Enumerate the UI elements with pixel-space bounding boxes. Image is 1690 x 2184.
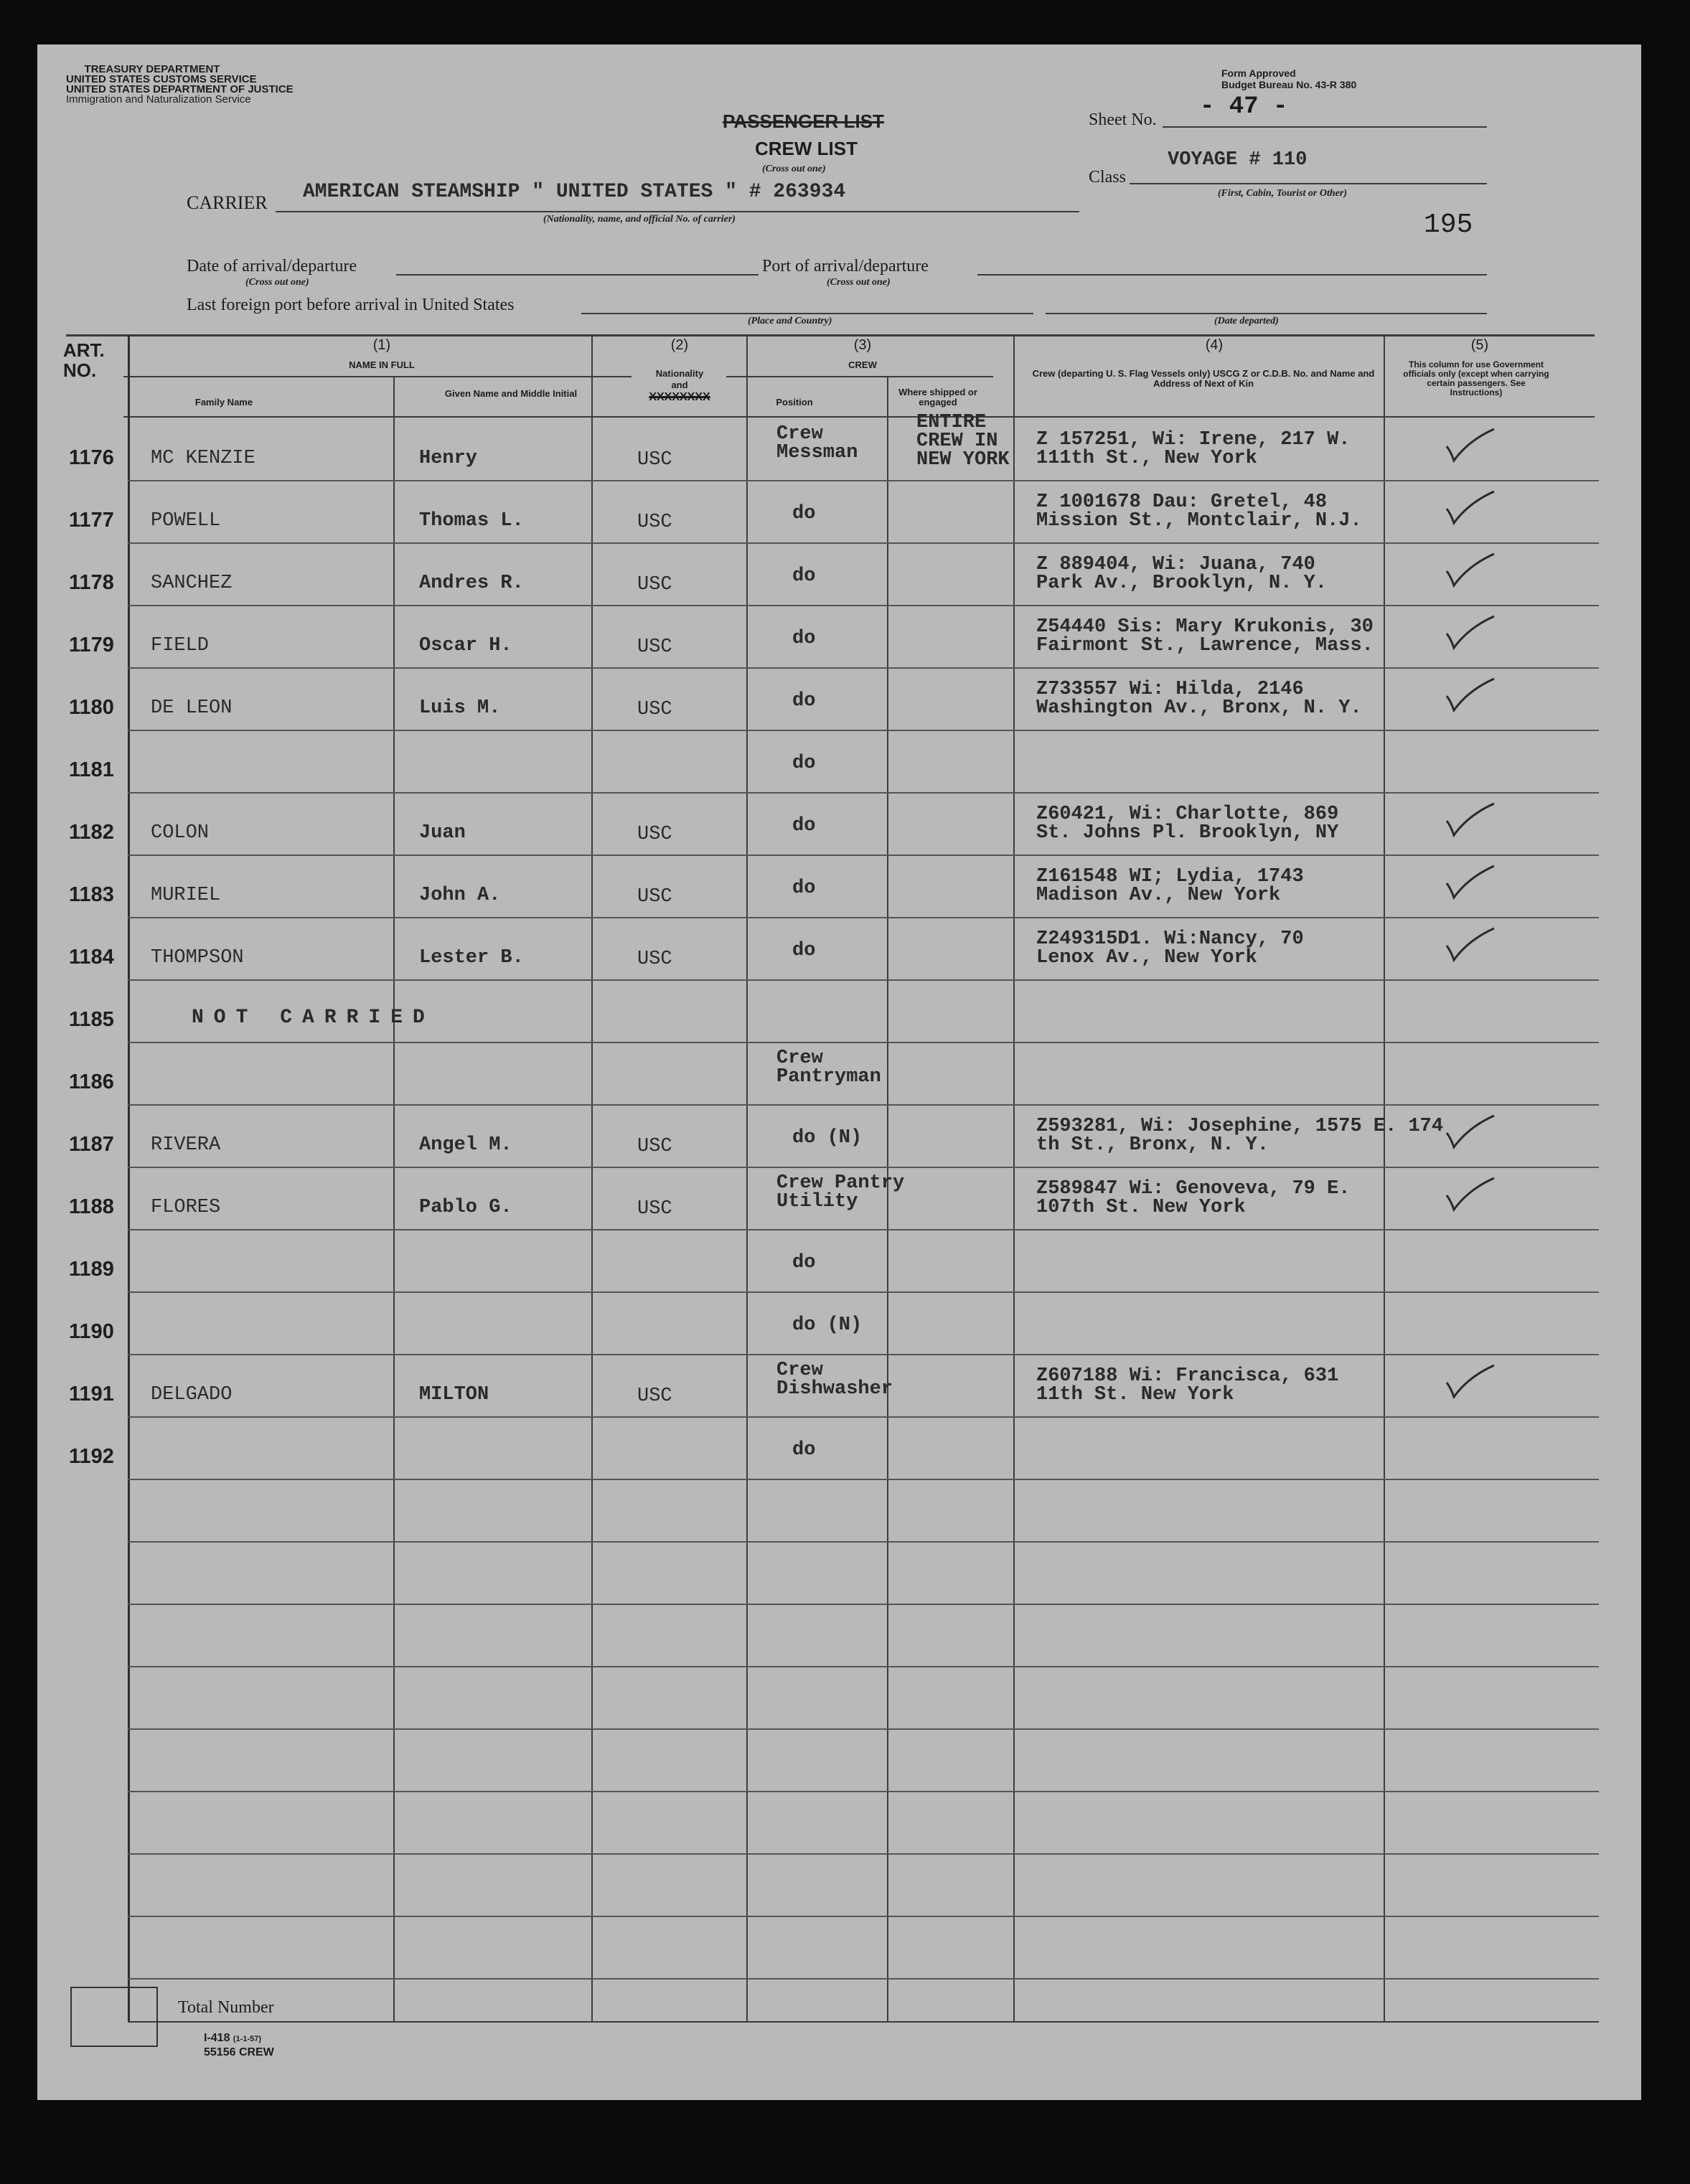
col5-num: (5) — [1470, 337, 1489, 353]
position-header: Position — [776, 397, 813, 408]
next-of-kin-line1: Z60421, Wi: Charlotte, 869 — [1036, 804, 1339, 825]
col1-num: (1) — [372, 337, 391, 353]
position-line1: Crew — [776, 423, 823, 445]
art-no: 1176 — [69, 446, 114, 469]
crew-header: CREW — [848, 359, 877, 370]
port-caption: (Cross out one) — [827, 277, 891, 288]
col1-title: NAME IN FULL — [349, 359, 415, 370]
next-of-kin-line1: Z607188 Wi: Francisca, 631 — [1036, 1365, 1339, 1387]
page-number: 195 — [1424, 210, 1473, 240]
nationality-header: Nationality — [655, 368, 704, 379]
agency-line: UNITED STATES DEPARTMENT OF JUSTICE — [66, 83, 294, 95]
art-no: 1178 — [69, 571, 114, 594]
next-of-kin-line1: Z161548 WI; Lydia, 1743 — [1036, 866, 1304, 888]
given-name: Luis M. — [419, 697, 501, 719]
next-of-kin-line1: Z 157251, Wi: Irene, 217 W. — [1036, 429, 1351, 451]
checkmark-icon — [1444, 863, 1497, 902]
family-name: MC KENZIE — [151, 448, 255, 469]
nationality: USC — [637, 449, 672, 471]
nationality: USC — [637, 886, 672, 908]
not-carried: NOT CARRIED — [192, 1007, 435, 1029]
date-label: Date of arrival/departure — [187, 257, 357, 276]
next-of-kin-line1: Z589847 Wi: Genoveva, 79 E. — [1036, 1178, 1351, 1200]
carrier-caption: (Nationality, name, and official No. of carrier) — [543, 214, 736, 225]
position: do — [792, 940, 816, 961]
next-of-kin-line2: Park Av., Brooklyn, N. Y. — [1036, 573, 1328, 594]
next-of-kin-line1: Z 1001678 Dau: Gretel, 48 — [1036, 491, 1328, 513]
table-row — [37, 917, 1641, 979]
art-no: 1179 — [69, 634, 114, 656]
next-of-kin-line2: St. Johns Pl. Brooklyn, NY — [1036, 822, 1339, 844]
art-no: 1188 — [69, 1195, 114, 1218]
nationality: USC — [637, 574, 672, 596]
col4-header — [1020, 369, 1386, 389]
row-rule — [128, 1666, 1599, 1667]
given-name: Thomas L. — [419, 510, 524, 532]
nationality: USC — [637, 1198, 672, 1220]
family-name: FIELD — [151, 635, 210, 656]
total-label: Total Number — [178, 1998, 274, 2017]
form-date: (1-1-57) — [233, 2035, 262, 2043]
row-rule — [128, 1791, 1599, 1792]
where-shipped-1: ENTIRE — [916, 412, 987, 433]
date-departed-caption: (Date departed) — [1214, 316, 1279, 326]
nationality: USC — [637, 824, 672, 845]
table-row — [37, 542, 1641, 605]
row-rule — [128, 1479, 1599, 1480]
nationality: USC — [637, 699, 672, 720]
family-name: DELGADO — [151, 1384, 233, 1406]
table-row — [37, 792, 1641, 855]
position: do — [792, 1439, 816, 1461]
row-rule — [128, 1853, 1599, 1855]
row-rule — [128, 1728, 1599, 1730]
given-name: Lester B. — [419, 947, 524, 969]
table-row — [37, 1291, 1641, 1354]
table-row — [37, 855, 1641, 917]
place-caption: (Place and Country) — [748, 316, 832, 326]
family-name: MURIEL — [151, 885, 221, 906]
next-of-kin-line1: Z 889404, Wi: Juana, 740 — [1036, 554, 1315, 575]
given-name: Andres R. — [419, 573, 524, 594]
table-row — [37, 1042, 1641, 1104]
table-row — [37, 1229, 1641, 1291]
table-row — [37, 1354, 1641, 1416]
position-line2: Dishwasher — [776, 1378, 893, 1400]
family-name: POWELL — [151, 510, 221, 532]
form-code: 55156 CREW — [204, 2046, 274, 2058]
class-value: VOYAGE # 110 — [1168, 149, 1308, 171]
position-line2: Pantryman — [776, 1066, 881, 1088]
crew-list-title: CREW LIST — [755, 138, 858, 159]
checkmark-icon — [1444, 676, 1497, 715]
nationality: USC — [637, 1136, 672, 1157]
and-header: and — [671, 380, 688, 390]
family-name: FLORES — [151, 1197, 221, 1218]
table-row — [37, 1416, 1641, 1479]
next-of-kin-line1: Z733557 Wi: Hilda, 2146 — [1036, 679, 1304, 700]
carrier-value: AMERICAN STEAMSHIP " UNITED STATES " # 263934 — [303, 181, 846, 203]
art-no: 1192 — [69, 1445, 114, 1468]
last-port-label: Last foreign port before arrival in United States — [187, 296, 515, 314]
next-of-kin-line2: Mission St., Montclair, N.J. — [1036, 510, 1362, 532]
agency-line: UNITED STATES CUSTOMS SERVICE — [66, 73, 257, 85]
date-caption: (Cross out one) — [245, 277, 309, 288]
checkmark-icon — [1444, 551, 1497, 590]
table-row — [37, 979, 1641, 1042]
position-line2: Messman — [776, 442, 858, 463]
art-no: 1187 — [69, 1133, 114, 1156]
col2-num: (2) — [670, 337, 689, 353]
position: do (N) — [792, 1127, 863, 1149]
col4-title: Crew (departing U. S. Flag Vessels only) USCG Z or C.D.B. No. and Name and Address of Next of Kin — [1032, 368, 1375, 389]
table-row — [37, 1167, 1641, 1229]
next-of-kin-line2: Lenox Av., New York — [1036, 947, 1257, 969]
family-name: SANCHEZ — [151, 573, 233, 594]
col5-title: This column for use Government officials only (except when carrying certain passengers. See Instructions) — [1403, 359, 1549, 397]
position-line2: Utility — [776, 1191, 858, 1213]
table-row — [37, 667, 1641, 730]
family-name: COLON — [151, 822, 210, 844]
next-of-kin-line2: th St., Bronx, N. Y. — [1036, 1134, 1269, 1156]
position: do — [792, 690, 816, 712]
art-no: 1180 — [69, 696, 114, 719]
where-shipped-3: NEW YORK — [916, 449, 1010, 471]
family-name: DE LEON — [151, 697, 233, 719]
art-no: 1184 — [69, 946, 114, 969]
cross-out-caption: (Cross out one) — [762, 164, 826, 174]
given-name: Oscar H. — [419, 635, 512, 656]
form-number — [204, 2032, 261, 2045]
given-name-label: Given Name and Middle Initial — [444, 388, 578, 399]
given-name: MILTON — [419, 1384, 489, 1406]
struck-header: XXXXXXXX — [649, 391, 710, 403]
given-name: Henry — [419, 448, 478, 469]
passenger-list-struck: PASSENGER LIST — [723, 110, 884, 132]
next-of-kin-line1: Z249315D1. Wi:Nancy, 70 — [1036, 928, 1304, 950]
table-row — [37, 412, 1641, 480]
carrier-label: CARRIER — [187, 192, 268, 213]
next-of-kin-line1: Z54440 Sis: Mary Krukonis, 30 — [1036, 616, 1374, 638]
agency-line: TREASURY DEPARTMENT — [84, 63, 220, 75]
position-line1: Crew Pantry — [776, 1172, 905, 1194]
position: do — [792, 753, 816, 774]
table-row — [37, 605, 1641, 667]
position-line1: Crew — [776, 1048, 823, 1069]
next-of-kin-line2: Fairmont St., Lawrence, Mass. — [1036, 635, 1374, 656]
next-of-kin-line2: 111th St., New York — [1036, 448, 1257, 469]
family-name: THOMPSON — [151, 947, 244, 969]
where-shipped-2: CREW IN — [916, 430, 998, 452]
given-name: Juan — [419, 822, 466, 844]
art-no: 1186 — [69, 1070, 114, 1093]
checkmark-icon — [1444, 426, 1497, 465]
form-approved: Form Approved — [1221, 67, 1296, 79]
checkmark-icon — [1444, 489, 1497, 527]
art-no: 1177 — [69, 509, 114, 532]
checkmark-icon — [1444, 801, 1497, 839]
next-of-kin-line2: Madison Av., New York — [1036, 885, 1281, 906]
nationality: USC — [637, 636, 672, 658]
art-no: 1190 — [69, 1320, 114, 1343]
col5-header — [1401, 360, 1551, 397]
position: do — [792, 503, 816, 524]
budget-bureau: Budget Bureau No. 43-R 380 — [1221, 79, 1357, 90]
art-no-label: ART. NO. — [63, 339, 105, 381]
art-no-header — [63, 340, 121, 380]
art-no: 1191 — [69, 1383, 114, 1406]
where-shipped-header — [884, 387, 992, 408]
next-of-kin-line1: Z593281, Wi: Josephine, 1575 E. 174 — [1036, 1116, 1444, 1137]
position: do — [792, 628, 816, 649]
checkmark-icon — [1444, 1362, 1497, 1401]
nationality: USC — [637, 512, 672, 533]
nationality: USC — [637, 1385, 672, 1407]
next-of-kin-line2: Washington Av., Bronx, N. Y. — [1036, 697, 1362, 719]
class-label: Class — [1089, 168, 1127, 187]
position: do — [792, 565, 816, 587]
checkmark-icon — [1444, 926, 1497, 964]
given-name: Angel M. — [419, 1134, 512, 1156]
where-shipped-label: Where shipped or engaged — [898, 387, 977, 408]
col4-num: (4) — [1205, 337, 1224, 353]
next-of-kin-line2: 107th St. New York — [1036, 1197, 1246, 1218]
given-name: Pablo G. — [419, 1197, 512, 1218]
position: do (N) — [792, 1314, 863, 1336]
given-name: John A. — [419, 885, 501, 906]
nationality: USC — [637, 949, 672, 970]
sheet-label: Sheet No. — [1089, 110, 1157, 129]
position: do — [792, 815, 816, 837]
position-line1: Crew — [776, 1360, 823, 1381]
art-no: 1181 — [69, 758, 114, 781]
row-rule — [128, 1978, 1599, 1980]
row-rule — [128, 1604, 1599, 1605]
row-rule — [128, 1541, 1599, 1543]
next-of-kin-line2: 11th St. New York — [1036, 1384, 1234, 1406]
table-row — [37, 480, 1641, 542]
crew-list-form — [37, 44, 1641, 2100]
family-name: RIVERA — [151, 1134, 221, 1156]
checkmark-icon — [1444, 1113, 1497, 1152]
checkmark-icon — [1444, 613, 1497, 652]
port-label: Port of arrival/departure — [762, 257, 929, 276]
checkmark-icon — [1444, 1175, 1497, 1214]
family-name-header: Family Name — [194, 397, 253, 408]
agency-line: Immigration and Naturalization Service — [66, 93, 251, 105]
class-caption: (First, Cabin, Tourist or Other) — [1218, 188, 1347, 199]
row-rule — [128, 1916, 1599, 1917]
art-no: 1182 — [69, 821, 114, 844]
table-row — [37, 730, 1641, 792]
art-no: 1189 — [69, 1258, 114, 1281]
position: do — [792, 1252, 816, 1274]
col3-num: (3) — [853, 337, 872, 353]
total-box — [70, 1987, 158, 2047]
agency-block — [66, 63, 294, 105]
art-no: 1185 — [69, 1008, 114, 1031]
position: do — [792, 877, 816, 899]
table-row — [37, 1104, 1641, 1167]
form-no: I-418 — [204, 2032, 230, 2044]
sheet-value: - 47 - — [1200, 93, 1288, 121]
art-no: 1183 — [69, 883, 114, 906]
